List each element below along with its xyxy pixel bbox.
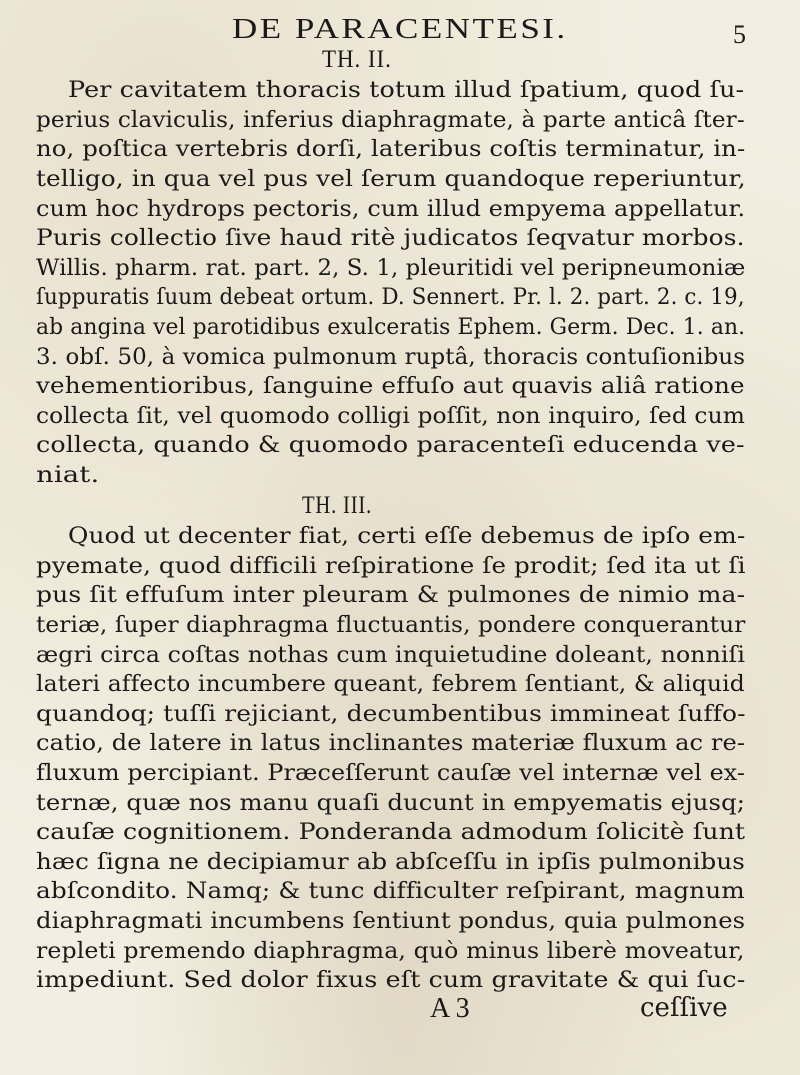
page-title: DE PARACENTESI. [232, 14, 568, 45]
text-line: fluxum percipiant. Præceſſerunt cauſæ vel internæ vel ex- [36, 761, 746, 786]
text-line: pyemate, quod difficili reſpiratione ſe prodit; ſed ita ut ſi [36, 553, 746, 579]
text-line: collecta, quando & quomodo paracenteſi educenda ve- [36, 433, 745, 459]
text-line: diaphragmati incumbens ſentiunt pondus, quia pulmones [36, 909, 746, 934]
text-line: ægri circa coſtas nothas cum inquietudine doleant, nonniſi [36, 642, 746, 668]
page-number: 5 [733, 20, 746, 49]
text-line: repleti premendo diaphragma, quò minus liberè moveatur, [36, 938, 745, 964]
signature-mark: A 3 [430, 992, 470, 1024]
text-line: 3. obſ. 50, à vomica pulmonum ruptâ, thoracis contuſionibus [36, 344, 746, 370]
text-line: ternæ, quæ nos manu quaſi ducunt in empyematis ejusq; [36, 790, 746, 816]
section-heading-th-3: TH. III. [302, 491, 373, 519]
text-line: cauſæ cognitionem. Ponderanda admodum ſolicitè ſunt [36, 820, 746, 846]
text-line: Per cavitatem thoracis totum illud ſpatium, quod ſu- [68, 78, 745, 104]
text-line: ſuppuratis ſuum debeat ortum. D. Sennert. Pr. l. 2. part. 2. c. 19, [36, 285, 745, 311]
text-line: Quod ut decenter fiat, certi eſſe debemus de ipſo em- [68, 524, 746, 550]
text-line: cum hoc hydrops pectoris, cum illud empyema appellatur. [36, 196, 746, 222]
text-line: collecta ſit, vel quomodo colligi poſſit, non inquiro, ſed cum [36, 403, 745, 429]
catchword: ceſſive [640, 992, 728, 1023]
text-line: vehementioribus, ſanguine effuſo aut quavis aliâ ratione [36, 374, 745, 400]
text-line: lateri affecto incumbere queant, febrem ſentiant, & aliquid [36, 672, 745, 698]
text-line: hæc ſigna ne decipiamur ab abſceſſu in ipſis pulmonibus [36, 849, 746, 875]
text-line: no, poſtica vertebris dorſi, lateribus coſtis terminatur, in- [36, 137, 746, 163]
text-line: niat. [36, 463, 100, 488]
text-line: catio, de latere in latus inclinantes materiæ fluxum ac re- [36, 731, 746, 757]
text-line: impediunt. Sed dolor fixus eſt cum gravitate & qui ſuc- [36, 968, 746, 994]
text-line: pus ſit effuſum inter pleuram & pulmones de nimio ma- [36, 583, 746, 609]
text-line: quandoq; tuſſi rejiciant, decumbentibus immineat ſuffo- [36, 701, 746, 727]
text-line: Puris collectio ſive haud ritè judicatos ſeqvatur morbos. [36, 226, 745, 252]
text-line: teriæ, ſuper diaphragma fluctuantis, pondere conquerantur [36, 613, 746, 638]
text-line: perius claviculis, inferius diaphragmate, à parte anticâ ſter- [36, 107, 745, 133]
text-line: telligo, in qua vel pus vel ſerum quandoque reperiuntur, [36, 167, 746, 192]
text-line: abſcondito. Namq; & tunc difficulter reſpirant, magnum [36, 879, 745, 905]
text-line: ab angina vel parotidibus exulceratis Ephem. Germ. Dec. 1. an. [36, 315, 746, 340]
text-line: Willis. pharm. rat. part. 2, S. 1, pleuritidi vel peripneumoniæ [36, 255, 746, 281]
section-heading-th-2: TH. II. [322, 45, 392, 73]
